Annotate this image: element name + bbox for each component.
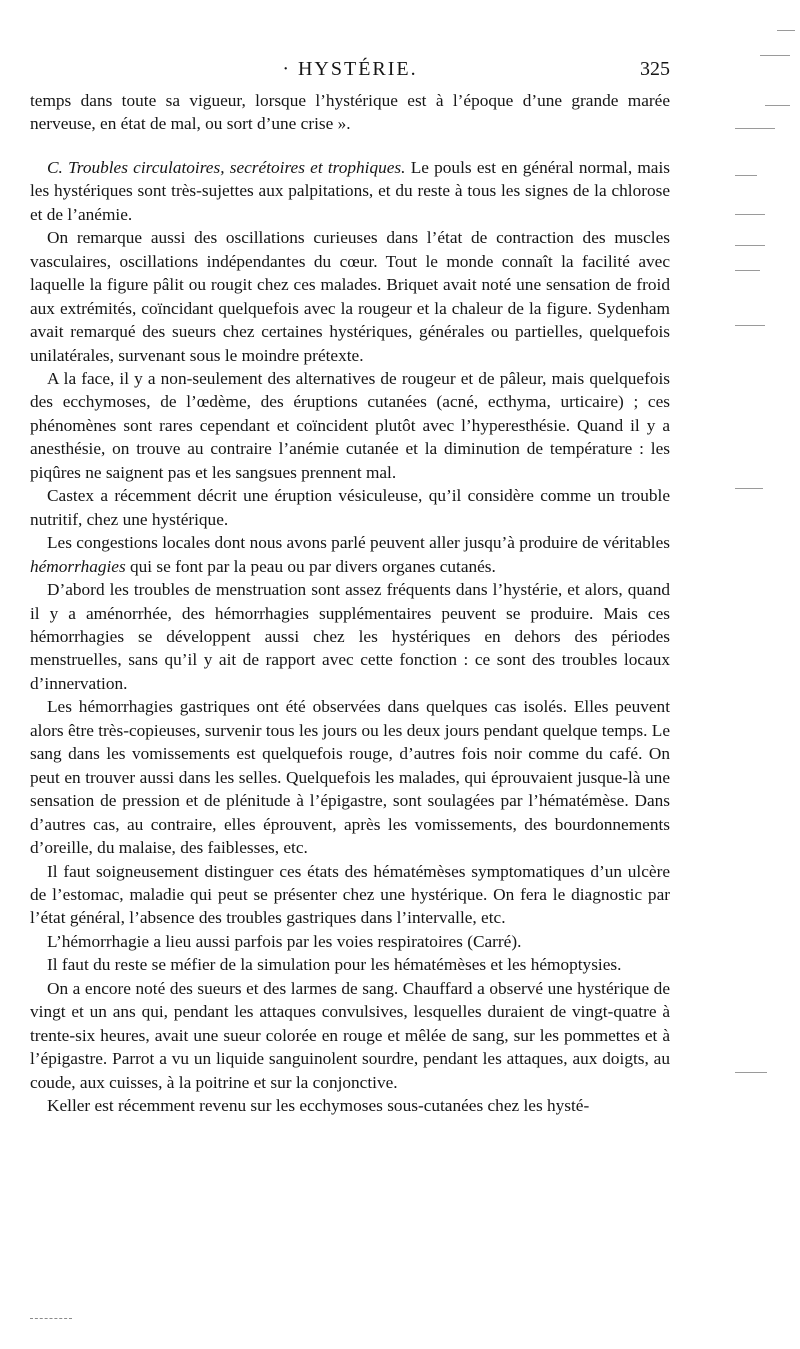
paragraph-section-c <box>30 156 670 226</box>
section-heading: C. Troubles circulatoires, secrétoires et trophiques. <box>47 157 406 177</box>
paragraph: On remarque aussi des oscillations curieuses dans l’état de contraction des muscles vasculaires, oscillations indépendantes du cœur. Tout le monde connaît la facilité avec laquelle la figure pâlit ou rougit chez ces malades. Briquet avait noté une sensation de froid aux extrémités, coïncidant quelquefois avec la rougeur et la chaleur de la figure. Sydenham avait remarqué des sueurs chez certaines hystériques, générales ou partielles, quelquefois unilatérales, survenant sous le moindre prétexte. <box>30 228 670 365</box>
paragraph: A la face, il y a non-seulement des alternatives de rougeur et de pâleur, mais quelquefois des ecchymoses, de l’œdème, des éruptions cutanées (acné, ecthyma, urticaire) ; ces phénomènes sont rares cependant et coïncident plutôt avec l’hyperesthésie. Quand il y a anesthésie, on trouve au contraire l’anémie cutanée et la diminution de température : les piqûres ne saignent pas et les sangsues prennent mal. <box>30 368 670 482</box>
margin-bleed-through-marks <box>725 0 800 1349</box>
paragraph <box>30 531 670 578</box>
footer-dash-mark <box>30 1318 72 1319</box>
margin-mark <box>735 175 757 176</box>
margin-mark <box>735 128 775 129</box>
margin-mark <box>735 270 760 271</box>
paragraph: Les hémorrhagies gastriques ont été observées dans quelques cas isolés. Elles peuvent alors être très-copieuses, survenir tous les jours ou les deux jours pendant quelque temps. Le sang dans les vomissements est quelquefois rouge, d’autres fois noir comme du café. On peut en trouver aussi dans les selles. Quelquefois les malades, qui éprouvaient jusque-là une sensation de pression et de plénitude à l’épigastre, sont soulagées par l’hématémèse. Dans d’autres cas, au contraire, elles éprouvent, après les vomissements, des bourdonnements d’oreille, du malaise, des faiblesses, etc. <box>30 697 670 858</box>
running-head <box>30 58 670 86</box>
margin-mark <box>760 55 790 56</box>
margin-mark <box>735 1072 767 1073</box>
paragraph: L’hémorrhagie a lieu aussi parfois par les voies respiratoires (Carré). <box>47 931 522 951</box>
paragraph: Il faut soigneusement distinguer ces états des hématémèses symptomatiques d’un ulcère de l’estomac, maladie qui peut se présenter chez une hystérique. On fera le diagnostic par l’état général, l’absence des troubles gastriques dans l’intervalle, etc. <box>30 861 670 928</box>
margin-mark <box>777 30 795 31</box>
margin-mark <box>735 245 765 246</box>
paragraph: Il faut du reste se méfier de la simulation pour les hématémèses et les hémoptysies. <box>47 955 622 975</box>
paragraph: On a encore noté des sueurs et des larmes de sang. Chauffard a observé une hystérique de vingt et un ans qui, pendant les attaques convulsives, lesquelles duraient de vingt-quatre à trente-six heures, avait une sueur colorée en rouge et mêlée de sang, sur les pommettes et à l’épigastre. Parrot a vu un liquide sanguinolent sourdre, pendant les attaques, aux doigts, au coude, aux cuisses, à la poitrine et sur la conjonctive. <box>30 978 670 1092</box>
margin-mark <box>765 105 790 106</box>
margin-mark <box>735 325 765 326</box>
margin-mark <box>735 488 763 489</box>
paragraph: Keller est récemment revenu sur les ecchymoses sous-cutanées chez les hysté- <box>47 1096 590 1116</box>
running-title: · HYSTÉRIE. <box>282 58 418 80</box>
paragraph: D’abord les troubles de menstruation sont assez fréquents dans l’hystérie, et alors, quand il y a aménorrhée, des hémorrhagies supplémentaires peuvent se produire. Mais ces hémorrhagies se développent aussi chez les hystériques en dehors des périodes menstruelles, sans qu’il y ait de rapport avec cette fonction : ce sont des troubles locaux d’innervation. <box>30 580 670 693</box>
paragraph: Castex a récemment décrit une éruption vésiculeuse, qu’il considère comme un trouble nutritif, chez une hystérique. <box>30 486 670 529</box>
paragraph-text: qui se font par la peau ou par divers organes cutanés. <box>125 556 496 576</box>
page-number: 325 <box>640 58 670 80</box>
margin-mark <box>735 214 765 215</box>
emphasis-term: hémorrhagies <box>30 556 126 576</box>
paragraph-text: Les congestions locales dont nous avons parlé peuvent aller jusqu’à produire de véritables <box>47 533 670 553</box>
paragraph-continued: temps dans toute sa vigueur, lorsque l’hystérique est à l’époque d’une grande marée nerveuse, en état de mal, ou sort d’une crise ». <box>30 91 670 134</box>
text-body <box>30 89 670 1117</box>
paragraph-text: Le pouls est en général normal, mais les hystériques sont très-sujettes aux palpitations, et du reste à tous les signes de la chlorose et de l’anémie. <box>30 157 671 224</box>
